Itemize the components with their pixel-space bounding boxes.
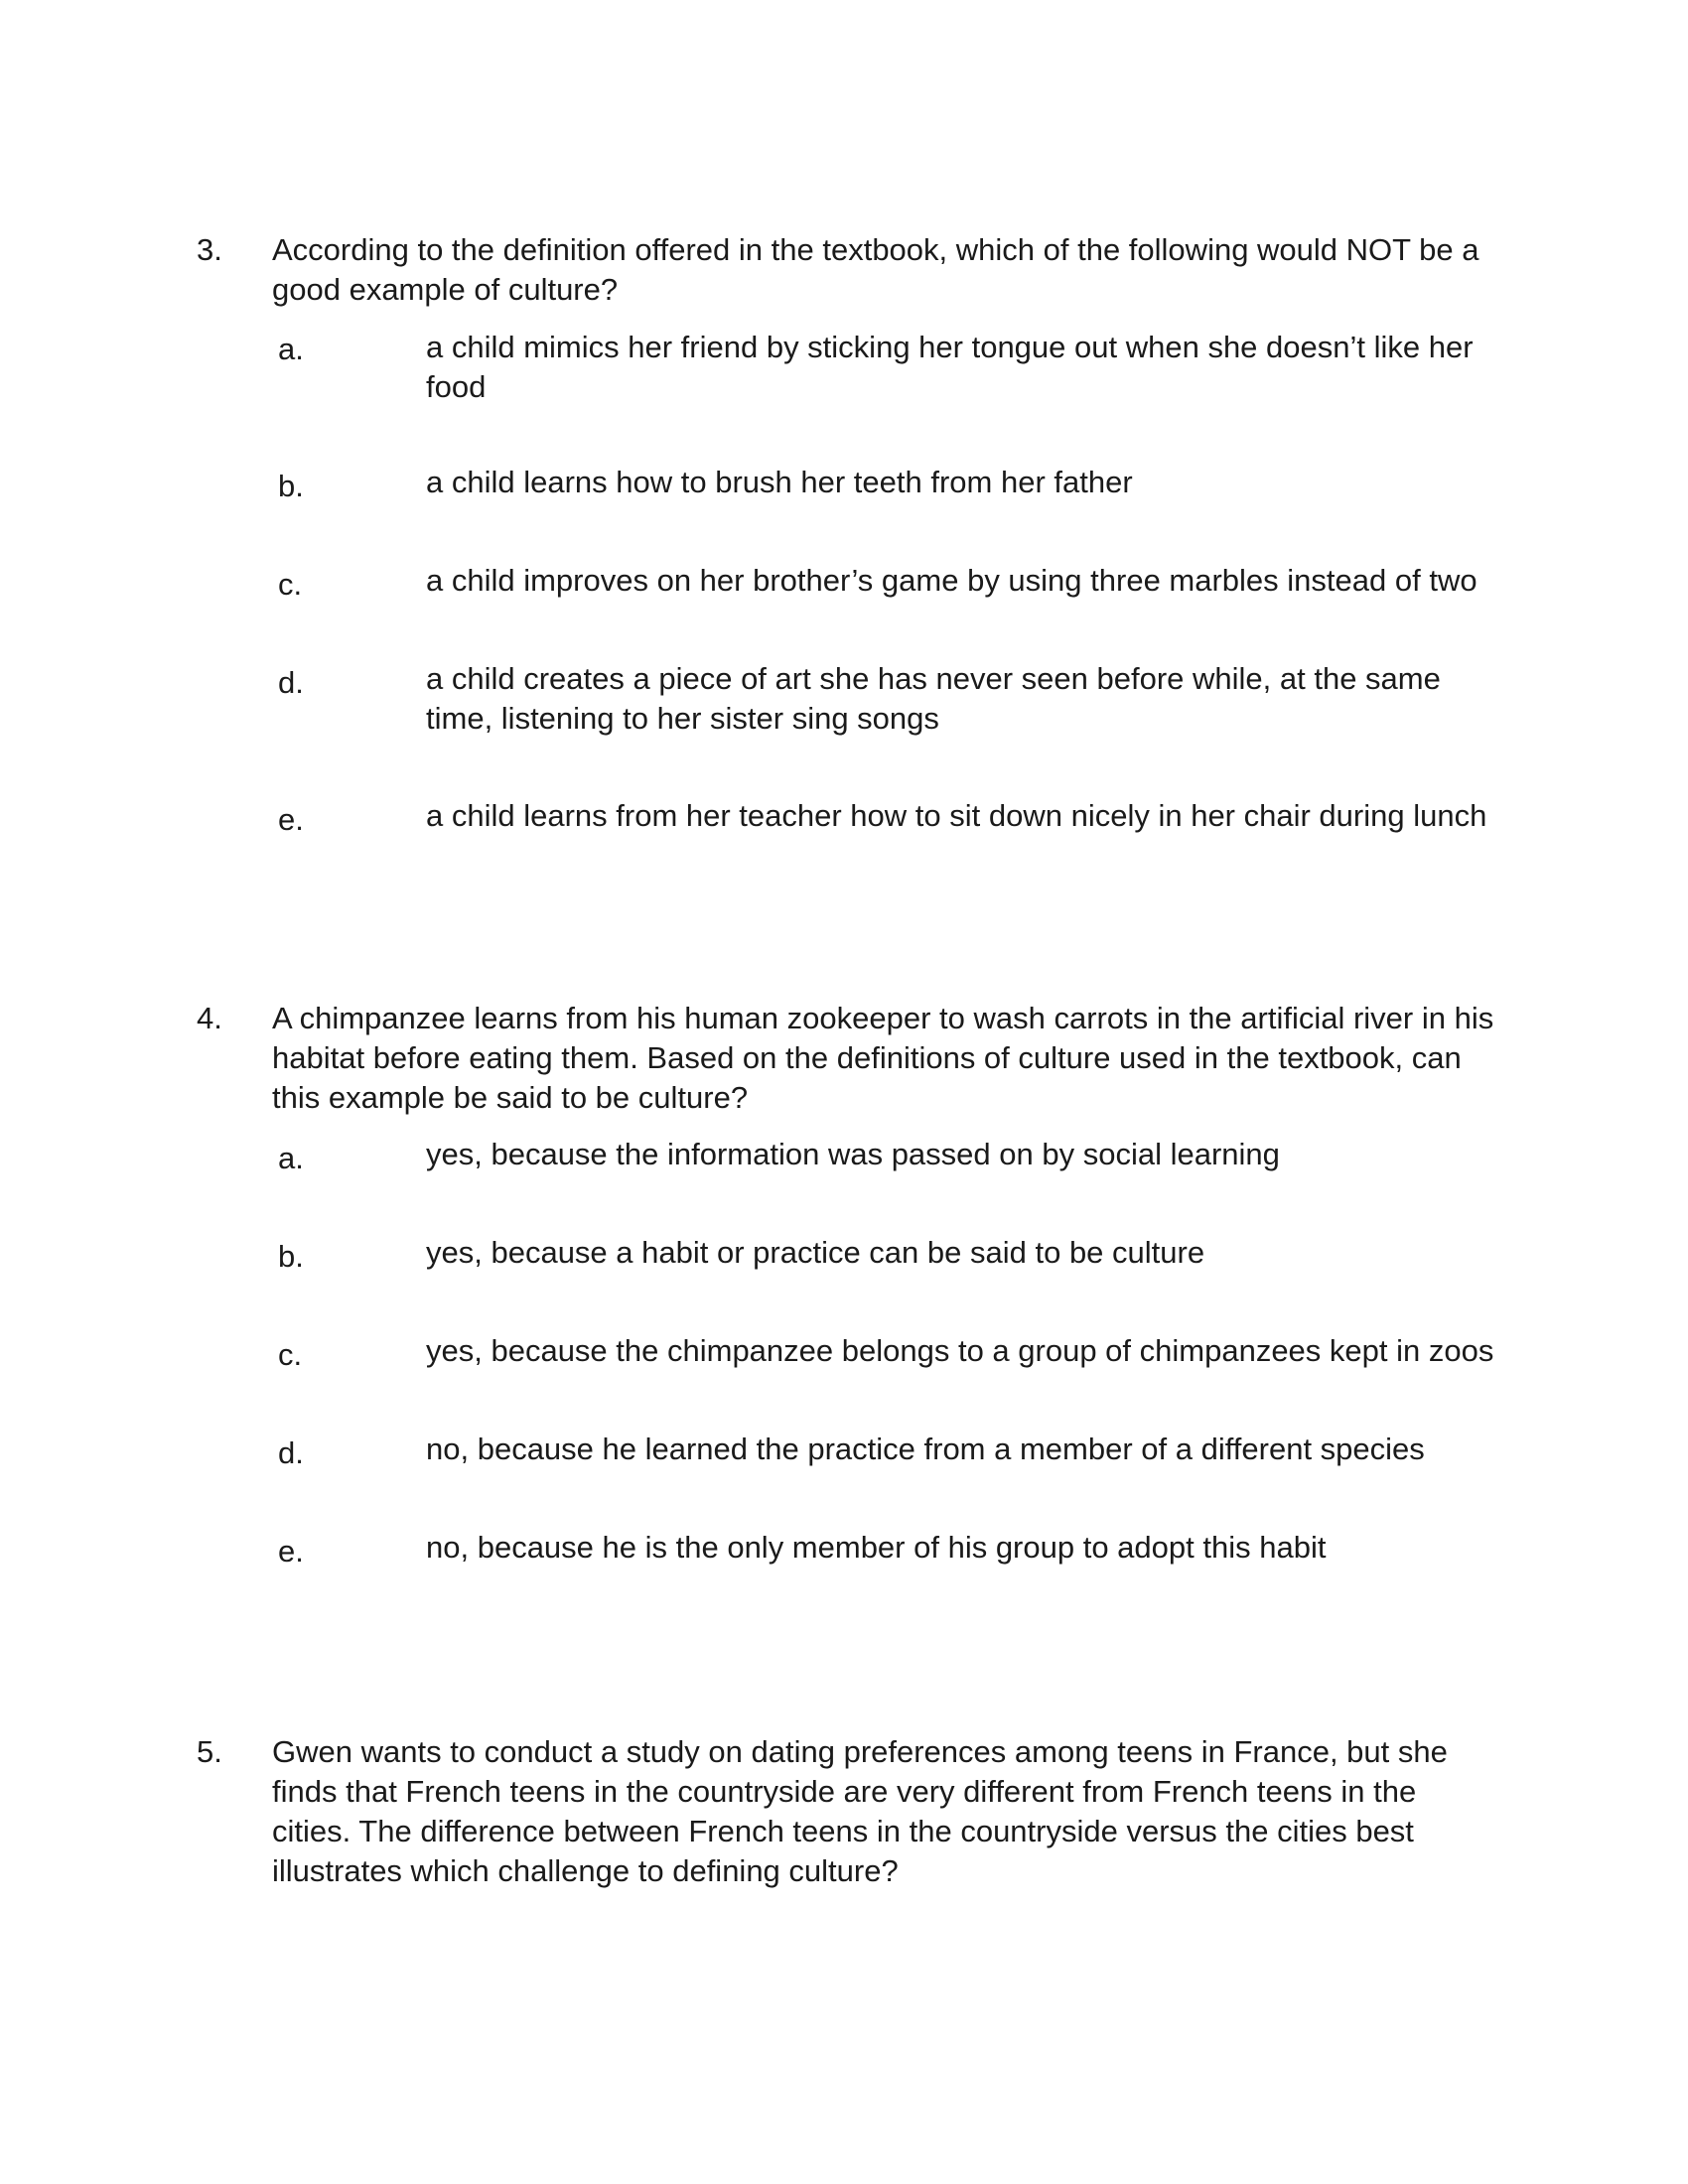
option-letter: b. (278, 469, 304, 503)
question-text: Gwen wants to conduct a study on dating preferences among teens in France, but she finds that French teens in the countryside are very different from French teens in the cities. The difference between French teens in the countryside versus the cities best illustrates which challenge to defining culture? (272, 1734, 1448, 1888)
option-letter: b. (278, 1239, 304, 1274)
option-letter: e. (278, 1534, 304, 1569)
option-letter: d. (278, 1435, 304, 1470)
option-text: yes, because a habit or practice can be said to be culture (426, 1235, 1205, 1270)
option-letter: c. (278, 1337, 303, 1372)
option-text: a child learns from her teacher how to sit down nicely in her chair during lunch (426, 798, 1487, 833)
question-text: According to the definition offered in the textbook, which of the following would NOT be a good example of culture? (272, 232, 1479, 307)
question-text: A chimpanzee learns from his human zookeeper to wash carrots in the artificial river in his habitat before eating them. Based on the definitions of culture used in the textbook, can this example be said to be culture? (272, 1001, 1494, 1115)
question-number: 4. (197, 1001, 222, 1035)
option-text: a child creates a piece of art she has never seen before while, at the same time, listening to her sister sing songs (426, 661, 1441, 736)
option-text: yes, because the chimpanzee belongs to a group of chimpanzees kept in zoos (426, 1333, 1494, 1368)
option-letter: a. (278, 1141, 304, 1175)
option-letter: c. (278, 567, 303, 602)
question-number: 5. (197, 1734, 222, 1769)
question-number: 3. (197, 232, 222, 267)
option-text: yes, because the information was passed on by social learning (426, 1137, 1280, 1171)
option-text: a child mimics her friend by sticking her tongue out when she doesn’t like her food (426, 330, 1474, 404)
option-text: a child learns how to brush her teeth from her father (426, 465, 1133, 499)
option-letter: e. (278, 802, 304, 837)
option-text: a child improves on her brother’s game by using three marbles instead of two (426, 563, 1477, 598)
option-text: no, because he is the only member of his group to adopt this habit (426, 1530, 1327, 1565)
option-letter: d. (278, 665, 304, 700)
option-text: no, because he learned the practice from a member of a different species (426, 1432, 1425, 1466)
option-letter: a. (278, 332, 304, 366)
